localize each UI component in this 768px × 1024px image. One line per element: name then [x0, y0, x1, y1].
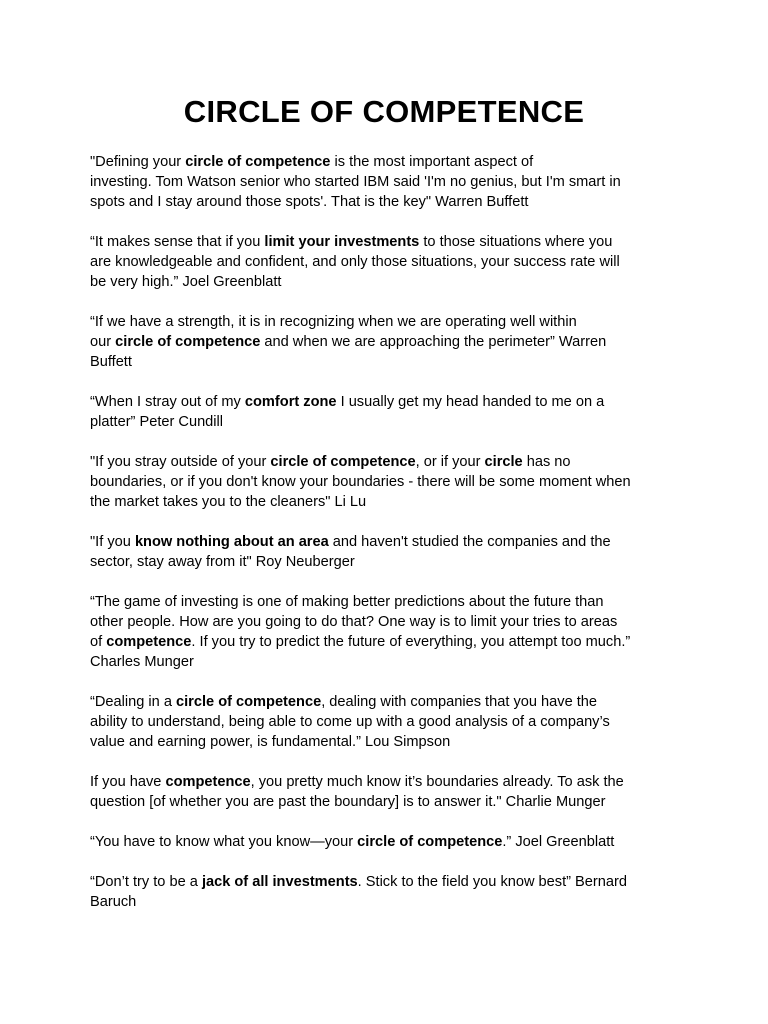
emphasis-text: circle of competence: [185, 154, 331, 170]
quote-paragraph: [90, 772, 690, 812]
quote-list: [90, 152, 690, 932]
quote-text: sector, stay away from it" Roy Neuberger: [90, 554, 355, 570]
quote-text: “If we have a strength, it is in recognizing when we are operating well within: [90, 314, 577, 330]
emphasis-text: competence: [106, 634, 192, 650]
quote-text: "If you: [90, 534, 135, 550]
quote-text: is the most important aspect of: [330, 154, 534, 170]
quote-paragraph: [90, 592, 690, 672]
quote-text: other people. How are you going to do that? One way is to limit your tries to areas: [90, 614, 618, 630]
quote-paragraph: [90, 452, 690, 512]
quote-text: “The game of investing is one of making better predictions about the future than: [90, 594, 604, 610]
quote-text: "If you stray outside of your: [90, 454, 271, 470]
quote-text: question [of whether you are past the boundary] is to answer it." Charlie Munger: [90, 794, 606, 810]
quote-paragraph: [90, 312, 690, 372]
quote-text: . If you try to predict the future of everything, you attempt too much.”: [191, 634, 631, 650]
quote-text: "Defining your: [90, 154, 186, 170]
quote-text: Baruch: [90, 894, 137, 910]
quote-text: “Don’t try to be a: [90, 874, 202, 890]
quote-paragraph: [90, 232, 690, 292]
quote-text: investing. Tom Watson senior who started IBM said 'I'm no genius, but I'm smart in: [90, 174, 621, 190]
quote-text: boundaries, or if you don't know your boundaries - there will be some moment when: [90, 474, 631, 490]
quote-text: “You have to know what you know—your: [90, 834, 358, 850]
quote-paragraph: [90, 532, 690, 572]
quote-text: Buffett: [90, 354, 132, 370]
emphasis-text: limit your investments: [264, 234, 420, 250]
quote-text: , or if your: [415, 454, 485, 470]
quote-text: are knowledgeable and confident, and only those situations, your success rate will: [90, 254, 620, 270]
quote-text: and when we are approaching the perimeter” Warren: [260, 334, 607, 350]
emphasis-text: comfort zone: [244, 394, 337, 410]
quote-text: be very high.” Joel Greenblatt: [90, 274, 282, 290]
quote-text: . Stick to the field you know best” Bernard: [357, 874, 627, 890]
quote-text: If you have: [90, 774, 166, 790]
quote-text: to those situations where you: [419, 234, 613, 250]
quote-text: spots and I stay around those spots'. That is the key" Warren Buffett: [90, 194, 529, 210]
quote-text: ability to understand, being able to come up with a good analysis of a company’s: [90, 714, 610, 730]
emphasis-text: circle: [484, 454, 523, 470]
quote-text: has no: [522, 454, 571, 470]
quote-paragraph: [90, 692, 690, 752]
quote-text: Charles Munger: [90, 654, 194, 670]
quote-text: value and earning power, is fundamental.” Lou Simpson: [90, 734, 451, 750]
emphasis-text: circle of competence: [176, 694, 322, 710]
quote-text: and haven't studied the companies and the: [328, 534, 611, 550]
quote-text: .” Joel Greenblatt: [502, 834, 615, 850]
quote-text: platter” Peter Cundill: [90, 414, 224, 430]
quote-paragraph: [90, 392, 690, 432]
quote-text: the market takes you to the cleaners" Li Lu: [90, 494, 367, 510]
quote-paragraph: [90, 152, 690, 212]
page-title: CIRCLE OF COMPETENCE: [183, 94, 585, 129]
quote-text: I usually get my head handed to me on a: [336, 394, 605, 410]
quote-text: “It makes sense that if you: [90, 234, 265, 250]
emphasis-text: know nothing about an area: [134, 534, 329, 550]
quote-paragraph: [90, 832, 690, 852]
emphasis-text: competence: [165, 774, 251, 790]
quote-text: our: [90, 334, 116, 350]
quote-paragraph: [90, 872, 690, 912]
quote-text: , you pretty much know it’s boundaries already. To ask the: [250, 774, 624, 790]
quote-text: “Dealing in a: [90, 694, 176, 710]
emphasis-text: circle of competence: [270, 454, 416, 470]
quote-text: “When I stray out of my: [90, 394, 245, 410]
emphasis-text: jack of all investments: [201, 874, 358, 890]
quote-text: , dealing with companies that you have the: [321, 694, 598, 710]
emphasis-text: circle of competence: [115, 334, 261, 350]
emphasis-text: circle of competence: [357, 834, 503, 850]
quote-text: of: [90, 634, 107, 650]
